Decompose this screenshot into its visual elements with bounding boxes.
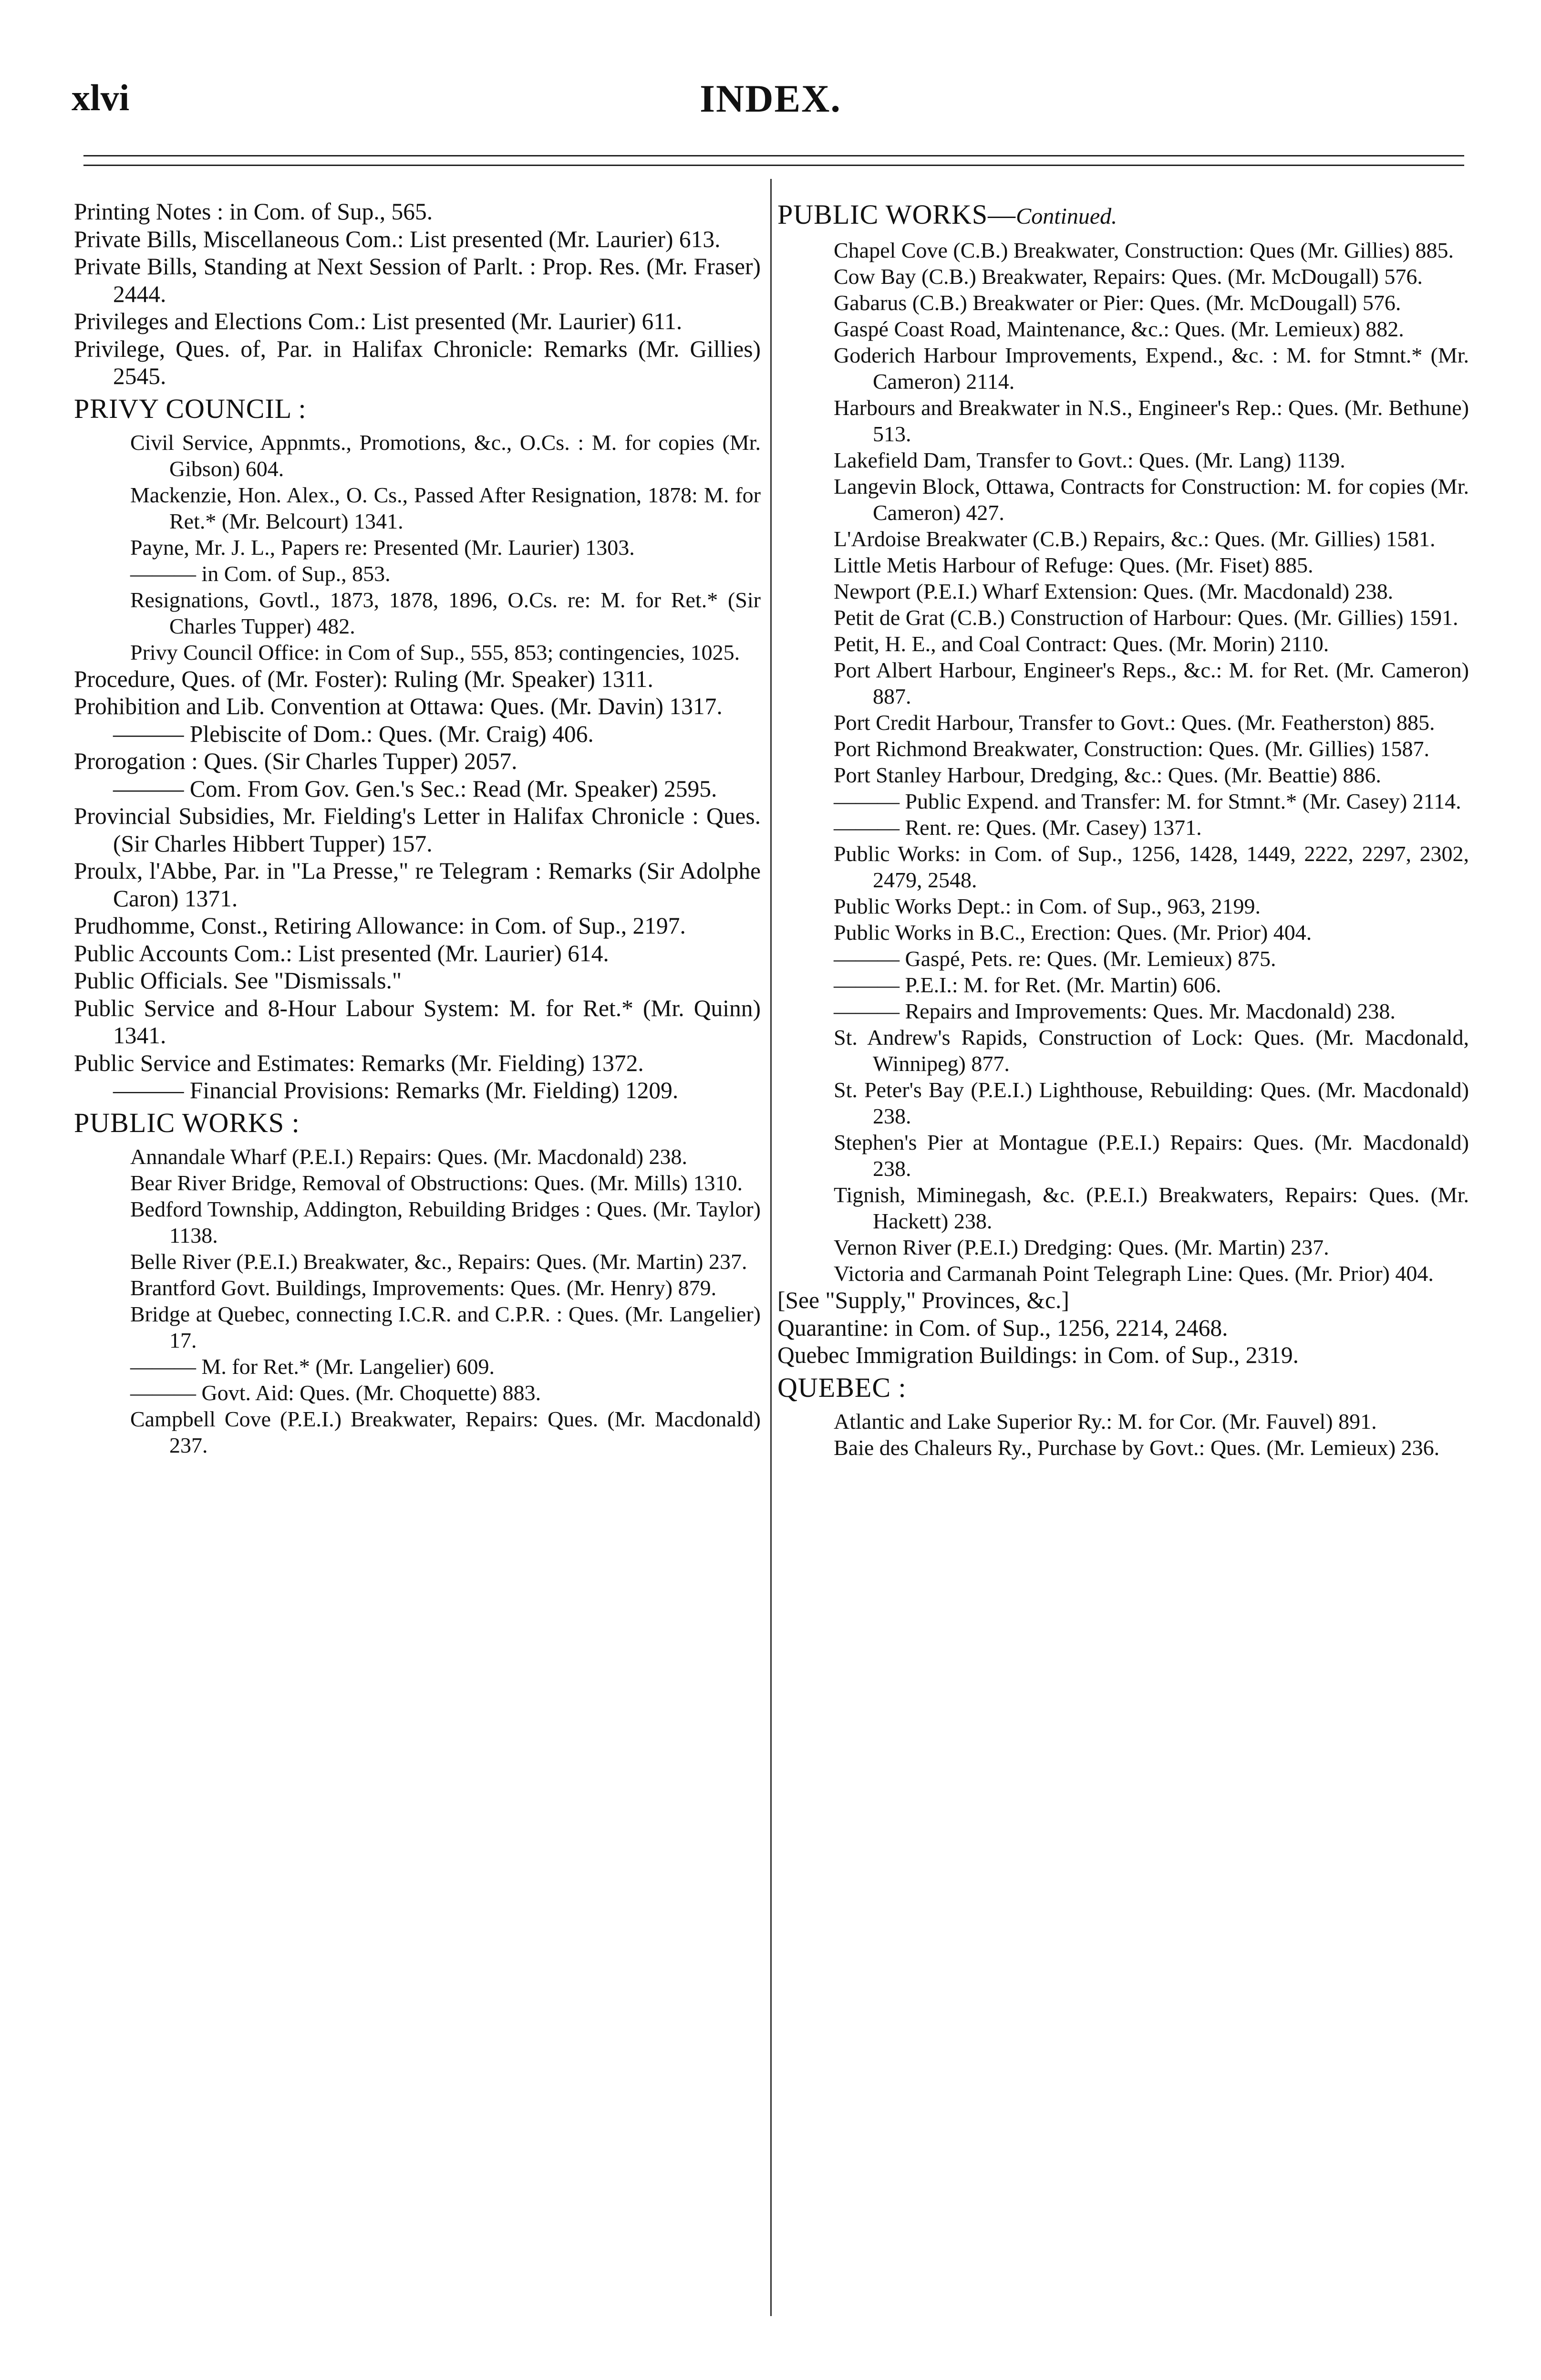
index-subentry: St. Peter's Bay (P.E.I.) Lighthouse, Rebuilding: Ques. (Mr. Macdonald) 238. xyxy=(834,1078,1469,1128)
index-entry: Procedure, Ques. of (Mr. Foster): Ruling (Mr. Speaker) 1311. xyxy=(74,665,653,692)
index-subentry: Tignish, Miminegash, &c. (P.E.I.) Breakwaters, Repairs: Ques. (Mr. Hackett) 238. xyxy=(834,1183,1469,1233)
index-subentry-continuation: ——— Gaspé, Pets. re: Ques. (Mr. Lemieux) 875. xyxy=(834,946,1276,971)
index-entry: Quebec Immigration Buildings: in Com. of Sup., 2319. xyxy=(777,1342,1299,1368)
section-heading-text: QUEBEC : xyxy=(777,1372,907,1403)
index-subentry: Victoria and Carmanah Point Telegraph Line: Ques. (Mr. Prior) 404. xyxy=(834,1261,1434,1286)
index-subentry: Petit, H. E., and Coal Contract: Ques. (Mr. Morin) 2110. xyxy=(834,632,1329,656)
index-subentry: L'Ardoise Breakwater (C.B.) Repairs, &c.: Ques. (Mr. Gillies) 1581. xyxy=(834,527,1436,551)
index-subentry: Gaspé Coast Road, Maintenance, &c.: Ques. (Mr. Lemieux) 882. xyxy=(834,317,1404,341)
section-heading xyxy=(777,1371,1469,1404)
index-subentry: Public Works: in Com. of Sup., 1256, 1428, 1449, 2222, 2297, 2302, 2479, 2548. xyxy=(834,842,1469,892)
index-subentry: Port Credit Harbour, Transfer to Govt.: Ques. (Mr. Featherston) 885. xyxy=(834,710,1435,735)
section-heading-text: PRIVY COUNCIL : xyxy=(74,393,307,424)
section-heading-text: PUBLIC WORKS : xyxy=(74,1107,300,1138)
index-entry: Quarantine: in Com. of Sup., 1256, 2214, 2468. xyxy=(777,1314,1228,1341)
index-subentry: Resignations, Govtl., 1873, 1878, 1896, O.Cs. re: M. for Ret.* (Sir Charles Tupper) 482. xyxy=(130,587,761,638)
index-subentry-continuation: ——— in Com. of Sup., 853. xyxy=(130,561,391,586)
index-subentry: Gabarus (C.B.) Breakwater or Pier: Ques. (Mr. McDougall) 576. xyxy=(834,291,1401,315)
index-subentry: Civil Service, Appnmts., Promotions, &c., O.Cs. : M. for copies (Mr. Gibson) 604. xyxy=(130,430,761,481)
index-entry: Public Officials. See "Dismissals." xyxy=(74,967,402,994)
index-subentry-continuation: ——— Govt. Aid: Ques. (Mr. Choquette) 883. xyxy=(130,1380,541,1405)
index-entry: Public Accounts Com.: List presented (Mr. Laurier) 614. xyxy=(74,940,609,967)
index-subentry: Vernon River (P.E.I.) Dredging: Ques. (Mr. Martin) 237. xyxy=(834,1235,1329,1259)
header-rule-top xyxy=(83,155,1464,156)
index-entry: Printing Notes : in Com. of Sup., 565. xyxy=(74,198,433,225)
index-subentry: Petit de Grat (C.B.) Construction of Harbour: Ques. (Mr. Gillies) 1591. xyxy=(834,605,1458,630)
index-entry: Provincial Subsidies, Mr. Fielding's Letter in Halifax Chronicle : Ques. (Sir Charles Hibbert Tupper) 157. xyxy=(74,803,761,857)
index-subentry-continuation: ——— Public Expend. and Transfer: M. for Stmnt.* (Mr. Casey) 2114. xyxy=(834,789,1461,813)
header-rule-bottom xyxy=(83,165,1464,166)
section-heading xyxy=(777,198,1469,233)
index-entry: Privilege, Ques. of, Par. in Halifax Chronicle: Remarks (Mr. Gillies) 2545. xyxy=(74,335,761,389)
index-subentry: St. Andrew's Rapids, Construction of Lock: Ques. (Mr. Macdonald, Winnipeg) 877. xyxy=(834,1025,1469,1076)
index-subentry: Annandale Wharf (P.E.I.) Repairs: Ques. (Mr. Macdonald) 238. xyxy=(130,1144,688,1169)
page-number: xlvi xyxy=(72,77,130,118)
index-entry: [See "Supply," Provinces, &c.] xyxy=(777,1287,1069,1313)
index-subentry: Lakefield Dam, Transfer to Govt.: Ques. (Mr. Lang) 1139. xyxy=(834,448,1345,472)
index-subentry: Brantford Govt. Buildings, Improvements: Ques. (Mr. Henry) 879. xyxy=(130,1275,717,1300)
index-subentry: Bridge at Quebec, connecting I.C.R. and C.P.R. : Ques. (Mr. Langelier) 17. xyxy=(130,1301,761,1352)
index-entry: Proulx, l'Abbe, Par. in "La Presse," re Telegram : Remarks (Sir Adolphe Caron) 1371. xyxy=(74,858,761,912)
left-column xyxy=(74,198,761,1458)
index-subentry: Belle River (P.E.I.) Breakwater, &c., Repairs: Ques. (Mr. Martin) 237. xyxy=(130,1249,747,1274)
index-subentry: Newport (P.E.I.) Wharf Extension: Ques. (Mr. Macdonald) 238. xyxy=(834,579,1394,603)
index-entry: Prudhomme, Const., Retiring Allowance: in Com. of Sup., 2197. xyxy=(74,913,686,939)
index-entry: Privileges and Elections Com.: List presented (Mr. Laurier) 611. xyxy=(74,308,683,334)
section-heading xyxy=(74,1106,761,1140)
continued-label: Continued. xyxy=(1016,204,1117,229)
index-subentry: Baie des Chaleurs Ry., Purchase by Govt.: Ques. (Mr. Lemieux) 236. xyxy=(834,1435,1440,1460)
index-subentry: Atlantic and Lake Superior Ry.: M. for Cor. (Mr. Fauvel) 891. xyxy=(834,1409,1377,1434)
index-entry: Private Bills, Miscellaneous Com.: List presented (Mr. Laurier) 613. xyxy=(74,226,721,252)
index-entry-continuation: ——— Plebiscite of Dom.: Ques. (Mr. Craig) 406. xyxy=(113,720,594,747)
index-subentry: Harbours and Breakwater in N.S., Engineer's Rep.: Ques. (Mr. Bethune) 513. xyxy=(834,395,1469,446)
section-heading xyxy=(74,392,761,426)
index-subentry: Chapel Cove (C.B.) Breakwater, Construction: Ques (Mr. Gillies) 885. xyxy=(834,238,1454,262)
index-subentry: Goderich Harbour Improvements, Expend., &c. : M. for Stmnt.* (Mr. Cameron) 2114. xyxy=(834,343,1469,394)
section-heading-text: PUBLIC WORKS— xyxy=(777,199,1016,230)
index-subentry-continuation: ——— Rent. re: Ques. (Mr. Casey) 1371. xyxy=(834,815,1202,840)
page-title: INDEX. xyxy=(700,77,841,120)
index-subentry: Port Albert Harbour, Engineer's Reps., &c.: M. for Ret. (Mr. Cameron) 887. xyxy=(834,658,1469,708)
index-subentry-continuation: ——— M. for Ret.* (Mr. Langelier) 609. xyxy=(130,1354,495,1379)
index-subentry: Mackenzie, Hon. Alex., O. Cs., Passed After Resignation, 1878: M. for Ret.* (Mr. Belcourt) 1341. xyxy=(130,482,761,533)
index-entry-continuation: ——— Com. From Gov. Gen.'s Sec.: Read (Mr. Speaker) 2595. xyxy=(113,775,717,802)
index-subentry: Public Works Dept.: in Com. of Sup., 963, 2199. xyxy=(834,894,1261,918)
index-subentry: Payne, Mr. J. L., Papers re: Presented (Mr. Laurier) 1303. xyxy=(130,535,635,560)
index-subentry: Bedford Township, Addington, Rebuilding Bridges : Ques. (Mr. Taylor) 1138. xyxy=(130,1196,761,1247)
index-entry: Public Service and 8-Hour Labour System: M. for Ret.* (Mr. Quinn) 1341. xyxy=(74,995,761,1049)
index-subentry: Privy Council Office: in Com of Sup., 555, 853; contingencies, 1025. xyxy=(130,640,740,665)
index-entry: Private Bills, Standing at Next Session of Parlt. : Prop. Res. (Mr. Fraser) 2444. xyxy=(74,253,761,307)
index-entry: Prohibition and Lib. Convention at Ottawa: Ques. (Mr. Davin) 1317. xyxy=(74,693,723,719)
index-subentry: Bear River Bridge, Removal of Obstructions: Ques. (Mr. Mills) 1310. xyxy=(130,1170,743,1195)
index-subentry: Stephen's Pier at Montague (P.E.I.) Repairs: Ques. (Mr. Macdonald) 238. xyxy=(834,1130,1469,1181)
column-divider xyxy=(770,179,772,2316)
index-subentry: Port Stanley Harbour, Dredging, &c.: Ques. (Mr. Beattie) 886. xyxy=(834,763,1381,787)
index-subentry: Port Richmond Breakwater, Construction: Ques. (Mr. Gillies) 1587. xyxy=(834,737,1429,761)
index-subentry: Campbell Cove (P.E.I.) Breakwater, Repairs: Ques. (Mr. Macdonald) 237. xyxy=(130,1406,761,1457)
index-subentry: Cow Bay (C.B.) Breakwater, Repairs: Ques. (Mr. McDougall) 576. xyxy=(834,264,1423,289)
index-subentry-continuation: ——— P.E.I.: M. for Ret. (Mr. Martin) 606. xyxy=(834,973,1221,997)
right-column xyxy=(777,198,1469,1461)
index-subentry: Langevin Block, Ottawa, Contracts for Construction: M. for copies (Mr. Cameron) 427. xyxy=(834,474,1469,525)
index-subentry: Public Works in B.C., Erection: Ques. (Mr. Prior) 404. xyxy=(834,920,1312,945)
index-entry: Public Service and Estimates: Remarks (Mr. Fielding) 1372. xyxy=(74,1050,644,1076)
index-entry: Prorogation : Ques. (Sir Charles Tupper) 2057. xyxy=(74,748,517,774)
index-entry-continuation: ——— Financial Provisions: Remarks (Mr. Fielding) 1209. xyxy=(113,1077,679,1103)
index-subentry-continuation: ——— Repairs and Improvements: Ques. Mr. Macdonald) 238. xyxy=(834,999,1396,1023)
index-subentry: Little Metis Harbour of Refuge: Ques. (Mr. Fiset) 885. xyxy=(834,553,1313,577)
